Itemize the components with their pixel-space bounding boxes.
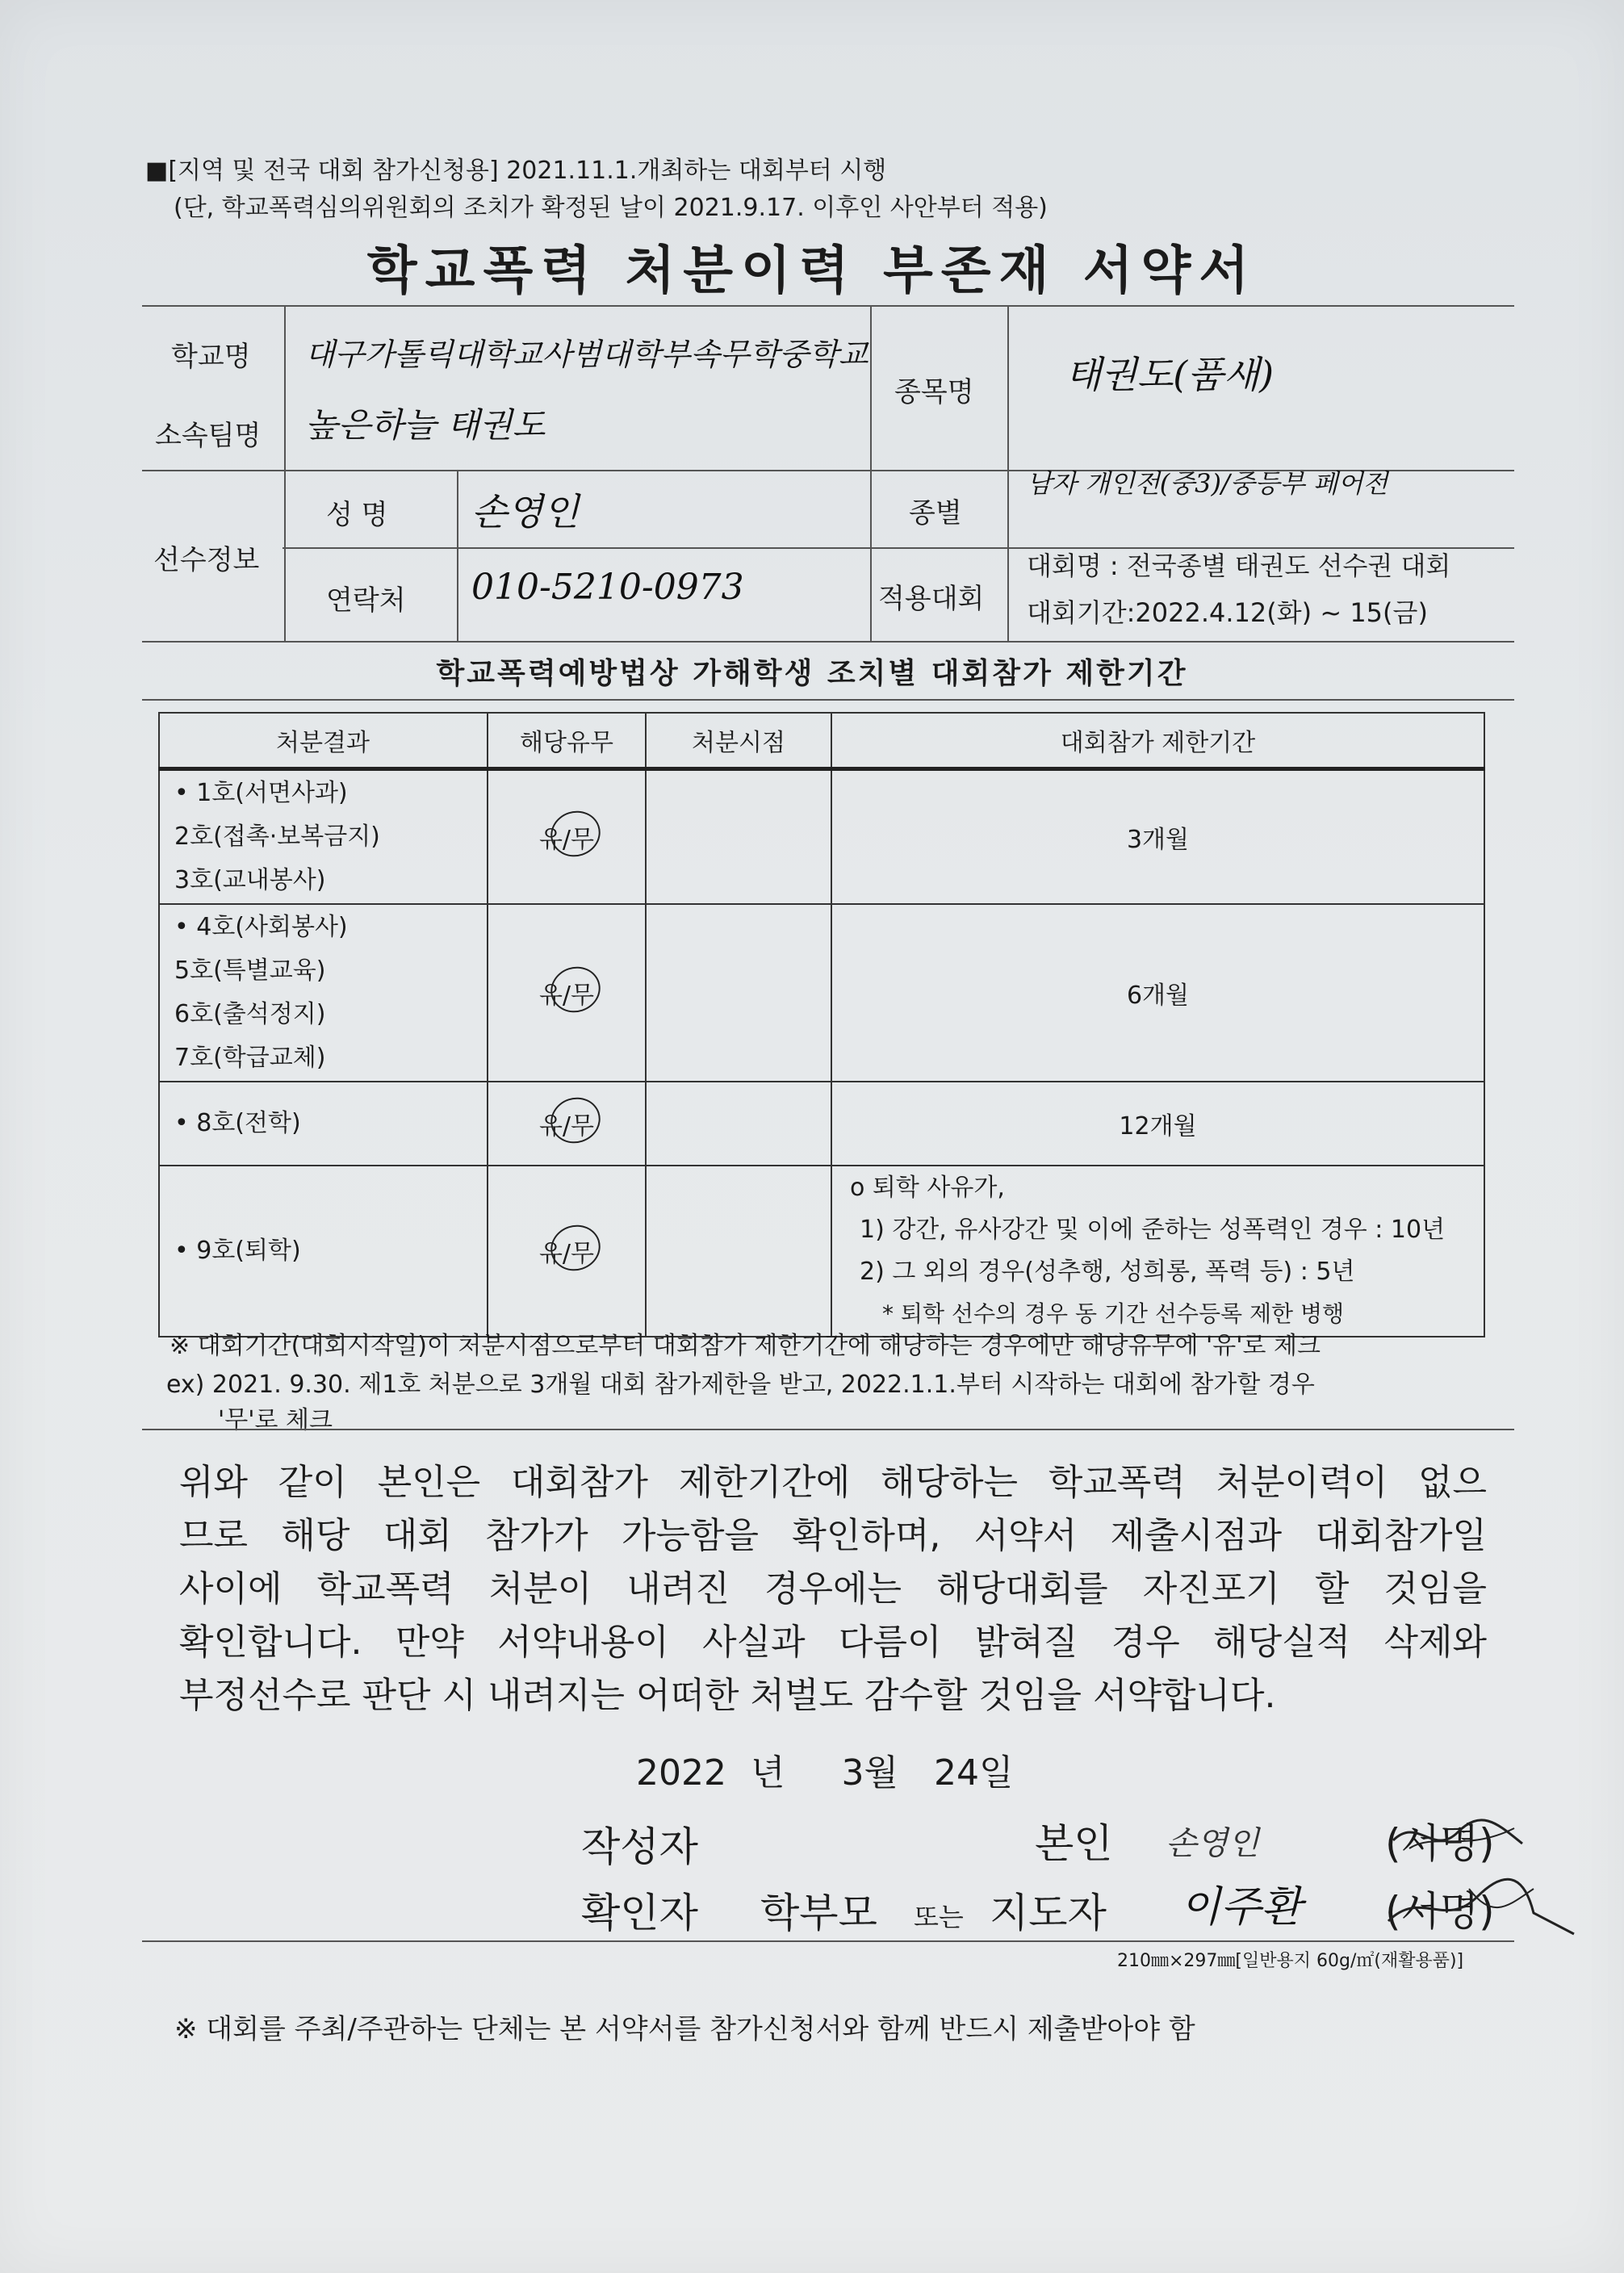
disposition-item: • 4호(사회봉사) (174, 913, 348, 941)
yes-no-check[interactable]: 유/무 (539, 1106, 594, 1141)
disposition-item: 5호(특별교육) (174, 957, 326, 985)
disposition-table (158, 712, 1485, 1337)
confirmer-label: 확인자 (581, 1890, 698, 1936)
table-row (159, 904, 1484, 1082)
disposition-cell (159, 1166, 488, 1337)
category-value: 남자 개인전(중3)/중등부 페어전 (1027, 468, 1388, 499)
disposition-cell (159, 1082, 488, 1166)
pledge-line: 부정선수로 판단 시 내려지는 어떠한 처벌도 감수할 것임을 서약합니다. (179, 1675, 1276, 1716)
disposition-cell (159, 769, 488, 905)
signature-scribble-1 (1385, 1808, 1530, 1865)
disposition-cell (159, 904, 488, 1082)
yes-no-check[interactable]: 유/무 (539, 1233, 594, 1269)
expulsion-reason-heading: o 퇴학 사유가, (850, 1174, 1005, 1202)
info-rule-bottom (142, 641, 1514, 643)
category-label: 종별 (909, 497, 962, 530)
self-label: 본인 (1035, 1820, 1113, 1867)
pledge-date (636, 1743, 1014, 1795)
info-divider-4 (1007, 307, 1009, 641)
disposition-item: 2호(접촉·보복금지) (174, 823, 380, 851)
disposition-item: 3호(교내봉사) (174, 866, 326, 894)
signature-rule (142, 1940, 1514, 1942)
expulsion-rule-1: 1) 강간, 유사강간 및 이에 준하는 성폭력인 경우 : 10년 (860, 1216, 1446, 1244)
self-name[interactable]: 손영인 (1166, 1825, 1259, 1862)
pledge-line: 위와 같이 본인은 대회참가 제한기간에 해당하는 학교폭력 처분이력이 없으 (179, 1462, 1487, 1503)
disposition-date-cell[interactable] (646, 1166, 831, 1337)
or-label: 또는 (914, 1902, 964, 1932)
info-divider-1 (284, 307, 286, 641)
disposition-item: • 1호(서면사과) (174, 779, 348, 807)
disposition-item: • 8호(전학) (174, 1109, 301, 1137)
header-disposition: 처분결과 (159, 713, 488, 769)
applicable-cell[interactable] (488, 904, 646, 1082)
yes-no-check[interactable]: 유/무 (539, 819, 594, 855)
pledge-line: 므로 해당 대회 참가가 가능함을 확인하며, 서약서 제출시점과 대회참가일 (179, 1515, 1487, 1556)
disposition-date-cell[interactable] (646, 904, 831, 1082)
expulsion-rule-note: * 퇴학 선수의 경우 동 기간 선수등록 제한 병행 (882, 1300, 1345, 1327)
header-line-1: ■[지역 및 전국 대회 참가신청용] 2021.11.1.개최하는 대회부터 시행 (145, 157, 887, 185)
event-label: 종목명 (894, 376, 974, 408)
signature-scribble-2 (1372, 1873, 1582, 1945)
applied-competition-label: 적용대회 (878, 583, 985, 615)
date-day: 24일 (934, 1752, 1014, 1794)
event-value: 태권도(품새) (1065, 353, 1275, 396)
table-row (159, 769, 1484, 905)
sign-label-1: (서명) (1385, 1820, 1495, 1867)
restriction-period-cell: 12개월 (831, 1082, 1484, 1166)
pledge-line: 확인합니다. 만약 서약내용이 사실과 다름이 밝혀질 경우 해당실적 삭제와 (179, 1622, 1487, 1663)
name-value: 손영인 (471, 490, 580, 534)
restriction-section-title: 학교폭력예방법상 가해학생 조치별 대회참가 제한기간 (436, 657, 1188, 690)
check-note: ※ 대회기간(대회시작일)이 처분시점으로부터 대회참가 제한기간에 해당하는 경우에만 해당유무에 '유'로 체크 (170, 1332, 1321, 1360)
document-title: 학교폭력 처분이력 부존재 서약서 (366, 241, 1258, 301)
selection-circle (545, 805, 606, 863)
applicable-cell[interactable] (488, 1166, 646, 1337)
team-label: 소속팀명 (155, 420, 262, 452)
disposition-item: 6호(출석정지) (174, 1000, 326, 1028)
expulsion-rule-2: 2) 그 외의 경우(성추행, 성희롱, 폭력 등) : 5년 (860, 1258, 1355, 1286)
paper-spec: 210㎜×297㎜[일반용지 60g/㎡(재활용품)] (1117, 1951, 1464, 1971)
disposition-item: • 9호(퇴학) (174, 1237, 301, 1265)
competition-period: 대회기간:2022.4.12(화) ~ 15(금) (1027, 597, 1428, 628)
team-value: 높은하늘 태권도 (305, 405, 546, 445)
date-year-unit: 년 (750, 1752, 785, 1794)
header-restriction-period: 대회참가 제한기간 (831, 713, 1484, 769)
applicable-cell[interactable] (488, 1082, 646, 1166)
footer-note: ※ 대회를 주최/주관하는 단체는 본 서약서를 참가신청서와 함께 반드시 제출받아야 함 (174, 2013, 1195, 2045)
info-divider-3 (870, 307, 872, 641)
coach-label: 지도자 (990, 1890, 1107, 1936)
competition-name: 대회명 : 전국종별 태권도 선수권 대회 (1027, 550, 1451, 581)
restriction-period-cell: 6개월 (831, 904, 1484, 1082)
header-disposition-date: 처분시점 (646, 713, 831, 769)
coach-name[interactable]: 이주환 (1180, 1883, 1302, 1932)
restriction-period-cell: 3개월 (831, 769, 1484, 905)
disposition-date-cell[interactable] (646, 1082, 831, 1166)
table-row (159, 1166, 1484, 1337)
selection-circle (545, 961, 606, 1019)
table-header-row (159, 713, 1484, 769)
selection-circle (545, 1219, 606, 1277)
contact-value: 010-5210-0973 (471, 567, 744, 608)
table-row (159, 1082, 1484, 1166)
info-divider-2 (457, 471, 458, 641)
date-year: 2022 (636, 1752, 726, 1794)
writer-label: 작성자 (581, 1823, 698, 1870)
athlete-info-label: 선수정보 (153, 544, 260, 576)
yes-no-check[interactable]: 유/무 (539, 975, 594, 1011)
disposition-date-cell[interactable] (646, 769, 831, 905)
selection-circle (545, 1091, 606, 1149)
header-line-2: (단, 학교폭력심의위원회의 조치가 확정된 날이 2021.9.17. 이후인 사안부터 적용) (174, 194, 1048, 222)
header-applicable: 해당유무 (488, 713, 646, 769)
pledge-line: 사이에 학교폭력 처분이 내려진 경우에는 해당대회를 자진포기 할 것임을 (179, 1568, 1487, 1610)
contact-label: 연락처 (326, 584, 406, 617)
section-rule (142, 699, 1514, 701)
restriction-period-cell (831, 1166, 1484, 1337)
date-month: 3월 (841, 1752, 898, 1794)
disposition-item: 7호(학급교체) (174, 1044, 326, 1072)
check-example: ex) 2021. 9.30. 제1호 처분으로 3개월 대회 참가제한을 받고, 2022.1.1.부터 시작하는 대회에 참가할 경우 (166, 1371, 1315, 1399)
name-label: 성 명 (326, 499, 388, 531)
notes-rule (142, 1429, 1514, 1430)
school-label: 학교명 (171, 341, 251, 373)
parent-label: 학부모 (760, 1890, 877, 1936)
school-value: 대구가톨릭대학교사범대학부속무학중학교 (305, 337, 869, 372)
pledge-text (179, 1456, 1487, 1723)
info-rule-top (142, 305, 1514, 307)
applicable-cell[interactable] (488, 769, 646, 905)
sign-label-2: (서명) (1385, 1888, 1495, 1935)
check-example-cont: '무'로 체크 (218, 1406, 333, 1434)
